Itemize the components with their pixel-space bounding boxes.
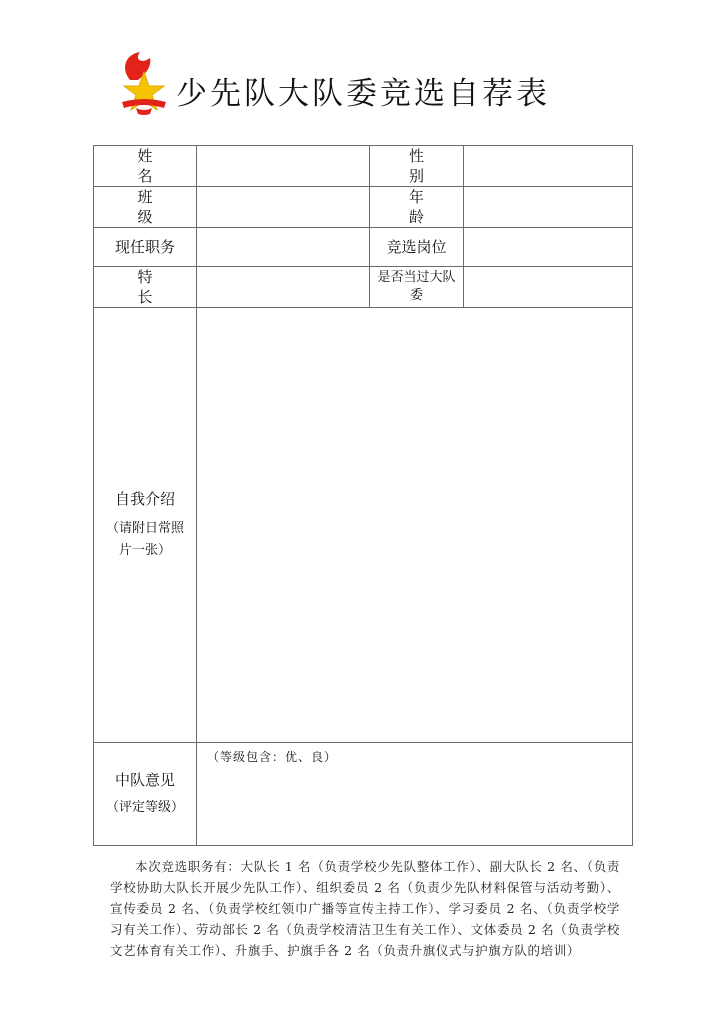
current-position-field[interactable]: [197, 228, 370, 267]
squad-opinion-label-cell: [94, 743, 197, 846]
self-intro-note: （请附日常照片一张）: [105, 521, 184, 558]
grade-note: （等级包含：优、良）: [207, 750, 338, 764]
gender-label: 性别: [370, 146, 464, 187]
class-field[interactable]: [197, 187, 370, 228]
self-intro-label: 自我介绍: [114, 490, 175, 508]
current-position-label: 现任职务: [94, 228, 197, 267]
name-label: 姓名: [94, 146, 197, 187]
self-intro-label-cell: [94, 308, 197, 743]
squad-opinion-label: 中队意见: [114, 771, 175, 789]
squad-opinion-sub: （评定等级）: [105, 800, 184, 815]
campaign-position-label: 竞选岗位: [370, 228, 464, 267]
squad-opinion-field[interactable]: [197, 743, 633, 846]
self-recommendation-form: [93, 145, 633, 846]
class-label: 班级: [94, 187, 197, 228]
form-title: 少先队大队委竞选自荐表: [176, 76, 550, 112]
campaign-position-field[interactable]: [464, 228, 633, 267]
position-notes: 本次竞选职务有：大队长 1 名（负责学校少先队整体工作）、副大队长 2 名、（负责学校协助大队长开展少先队工作）、组织委员 2 名（负责少先队材料保管与活动考勤）、宣传委员 2 名、（负责学校红领巾广播等宣传主持工作）、学习委员 2 名、（负责学校学习有关工作）、劳动部长 2 名（负责学校清洁卫生有关工作）、文体委员 2 名（负责学校文艺体育有关工作）、升旗手、护旗手各 2 名（负责升旗仪式与护旗方队的培训）: [110, 859, 620, 958]
young-pioneers-emblem-icon: [116, 50, 172, 116]
age-field[interactable]: [464, 187, 633, 228]
former-member-label: 是否当过大队委: [370, 267, 464, 308]
gender-field[interactable]: [464, 146, 633, 187]
specialty-field[interactable]: [197, 267, 370, 308]
form-header: [0, 44, 724, 124]
age-label: 年龄: [370, 187, 464, 228]
self-intro-field[interactable]: [197, 308, 633, 743]
former-member-field[interactable]: [464, 267, 633, 308]
specialty-label: 特长: [94, 267, 197, 308]
name-field[interactable]: [197, 146, 370, 187]
